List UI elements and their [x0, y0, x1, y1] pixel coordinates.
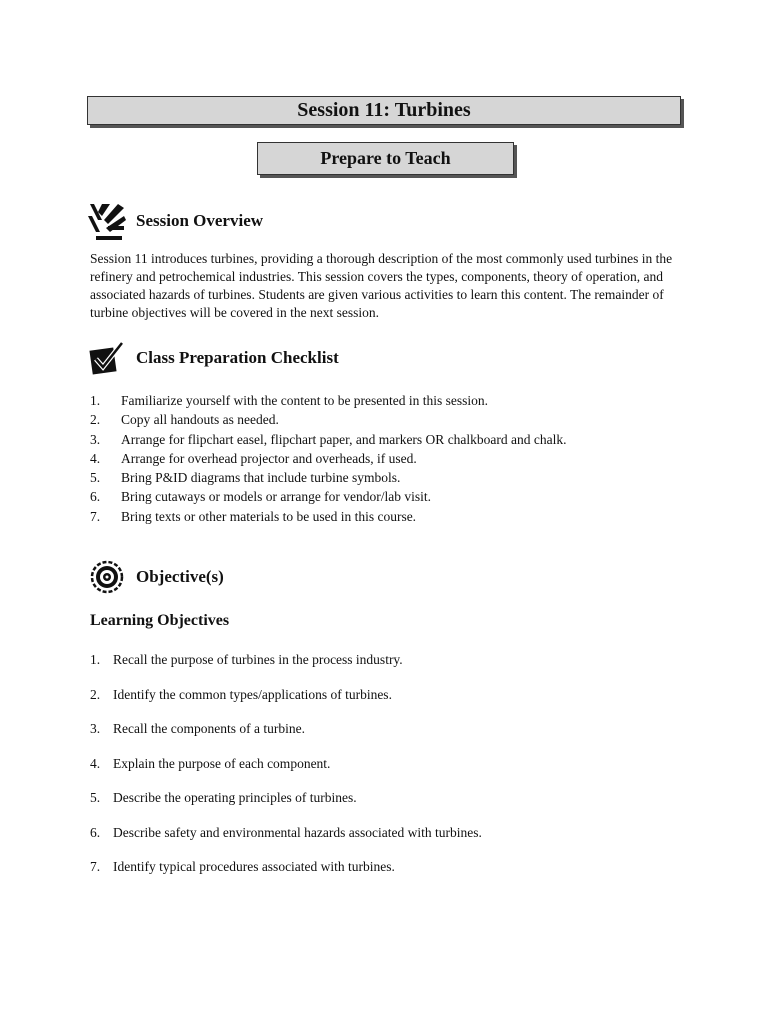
target-icon: [88, 558, 126, 596]
list-item: 2. Identify the common types/applications of turbines.: [90, 686, 392, 702]
list-item: 7. Bring texts or other materials to be used in this course.: [90, 508, 417, 524]
page-title: Session 11: Turbines: [87, 96, 681, 125]
list-item: 3. Arrange for flipchart easel, flipchart paper, and markers OR chalkboard and chalk.: [90, 431, 567, 447]
overview-paragraph: Session 11 introduces turbines, providing a thorough description of the most commonly used turbines in the refinery and petrochemical industries. This session covers the types, components, theory of operation, and associated hazards of turbines. Students are given various activities to learn this content. The remainder of turbine objectives will be covered in the next session.: [90, 251, 673, 320]
list-item: 3. Recall the components of a turbine.: [90, 721, 305, 736]
list-item: 7. Identify typical procedures associated with turbines.: [90, 859, 395, 874]
section-objectives-heading: [88, 558, 224, 596]
list-item: 4. Arrange for overhead projector and overheads, if used.: [90, 450, 417, 466]
section-objectives-label: Objective(s): [136, 567, 224, 586]
learning-objectives-title: Learning Objectives: [90, 612, 230, 629]
striped-burst-icon: [88, 202, 126, 240]
section-overview-label: Session Overview: [136, 211, 264, 230]
objectives-list: [90, 652, 482, 894]
checklist-list: [90, 391, 567, 526]
list-item: 5. Describe the operating principles of turbines.: [90, 790, 357, 805]
section-overview-heading: [88, 202, 263, 240]
list-item: 2. Copy all handouts as needed.: [90, 412, 279, 428]
page-subtitle: Prepare to Teach: [257, 142, 514, 175]
list-item: 6. Bring cutaways or models or arrange for vendor/lab visit.: [90, 489, 432, 505]
section-checklist-label: Class Preparation Checklist: [136, 348, 339, 367]
list-item: 1. Recall the purpose of turbines in the process industry.: [90, 652, 403, 667]
section-checklist-heading: [88, 339, 339, 377]
list-item: 4. Explain the purpose of each component.: [90, 755, 331, 771]
list-item: 1. Familiarize yourself with the content to be presented in this session.: [90, 393, 489, 408]
checkmark-icon: [88, 339, 126, 377]
list-item: 6. Describe safety and environmental hazards associated with turbines.: [90, 824, 482, 840]
list-item: 5. Bring P&ID diagrams that include turbine symbols.: [90, 470, 401, 486]
